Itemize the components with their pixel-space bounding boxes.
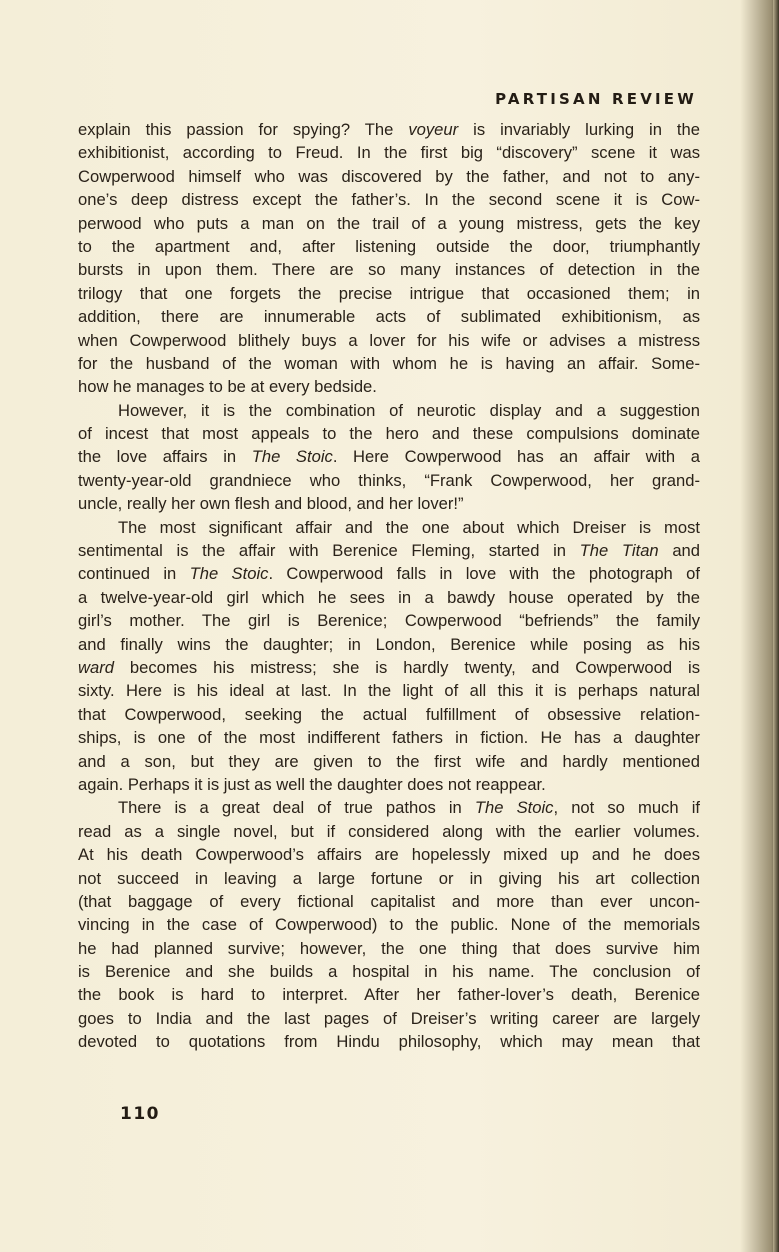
text-line: uncle, really her own flesh and blood, and her lover!” <box>78 494 464 514</box>
text-line: addition, there are innumerable acts of sublimated exhibitionism, as <box>78 307 700 327</box>
text-line: However, it is the combination of neurotic display and a suggestion <box>118 400 700 420</box>
text-line: continued in The Stoic. Cowperwood falls in love with the photograph of <box>78 564 700 584</box>
text-line: There is a great deal of true pathos in The Stoic, not so much if <box>118 798 700 818</box>
text-line: ward becomes his mistress; she is hardly twenty, and Cowperwood is <box>78 657 700 677</box>
text-line: At his death Cowperwood’s affairs are hopelessly mixed up and he does <box>78 845 700 865</box>
text-line: one’s deep distress except the father’s. In the second scene it is Cow- <box>78 190 700 210</box>
paragraph <box>78 118 700 399</box>
text-line: he had planned survive; however, the one thing that does survive him <box>78 938 700 958</box>
text-line: The most significant affair and the one about which Dreiser is most <box>118 517 700 537</box>
text-line: bursts in upon them. There are so many instances of detection in the <box>78 260 700 280</box>
text-line: exhibitionist, according to Freud. In the first big “discovery” scene it was <box>78 143 700 163</box>
paragraph <box>78 796 700 1053</box>
text-line: ships, is one of the most indifferent fathers in fiction. He has a daughter <box>78 728 700 748</box>
text-line: again. Perhaps it is just as well the daughter does not reappear. <box>78 774 546 794</box>
text-line: for the husband of the woman with whom he is having an affair. Some- <box>78 353 700 373</box>
text-line: when Cowperwood blithely buys a lover for his wife or advises a mistress <box>78 330 700 350</box>
text-line: is Berenice and she builds a hospital in his name. The conclusion of <box>78 962 700 982</box>
text-line: and a son, but they are given to the first wife and hardly mentioned <box>78 751 700 771</box>
text-line: how he manages to be at every bedside. <box>78 377 377 397</box>
text-line: (that baggage of every fictional capitalist and more than ever uncon- <box>78 891 700 911</box>
text-line: that Cowperwood, seeking the actual fulfillment of obsessive relation- <box>78 704 700 724</box>
text-line: twenty-year-old grandniece who thinks, “Frank Cowperwood, her grand- <box>78 470 700 490</box>
text-line: perwood who puts a man on the trail of a young mistress, gets the key <box>78 213 700 233</box>
text-line: of incest that most appeals to the hero and these compulsions dominate <box>78 424 700 444</box>
text-line: and finally wins the daughter; in London, Berenice while posing as his <box>78 634 700 654</box>
text-line: the book is hard to interpret. After her father-lover’s death, Berenice <box>78 985 700 1005</box>
text-line: sixty. Here is his ideal at last. In the light of all this it is perhaps natural <box>78 681 700 701</box>
text-line: vincing in the case of Cowperwood) to the public. None of the memorials <box>78 915 700 935</box>
text-line: Cowperwood himself who was discovered by the father, and not to any- <box>78 166 700 186</box>
text-line: trilogy that one forgets the precise intrigue that occasioned them; in <box>78 283 700 303</box>
text-line: read as a single novel, but if considered along with the earlier volumes. <box>78 821 700 841</box>
paragraph <box>78 516 700 797</box>
text-line: girl’s mother. The girl is Berenice; Cowperwood “befriends” the family <box>78 611 700 631</box>
running-head: PARTISAN REVIEW <box>495 90 697 108</box>
text-line: explain this passion for spying? The voyeur is invariably lurking in the <box>78 120 700 139</box>
body-text <box>78 118 700 1054</box>
text-line: goes to India and the last pages of Dreiser’s writing career are largely <box>78 1008 700 1028</box>
page-number: 110 <box>120 1104 160 1124</box>
text-line: a twelve-year-old girl which he sees in a bawdy house operated by the <box>78 587 700 607</box>
text-line: to the apartment and, after listening outside the door, triumphantly <box>78 236 700 256</box>
text-line: not succeed in leaving a large fortune or in giving his art collection <box>78 868 700 888</box>
text-line: devoted to quotations from Hindu philosophy, which may mean that <box>78 1032 700 1052</box>
page-edge-shadow <box>773 0 779 1252</box>
text-line: sentimental is the affair with Berenice Fleming, started in The Titan and <box>78 541 700 561</box>
paragraph <box>78 399 700 516</box>
text-line: the love affairs in The Stoic. Here Cowperwood has an affair with a <box>78 447 700 467</box>
